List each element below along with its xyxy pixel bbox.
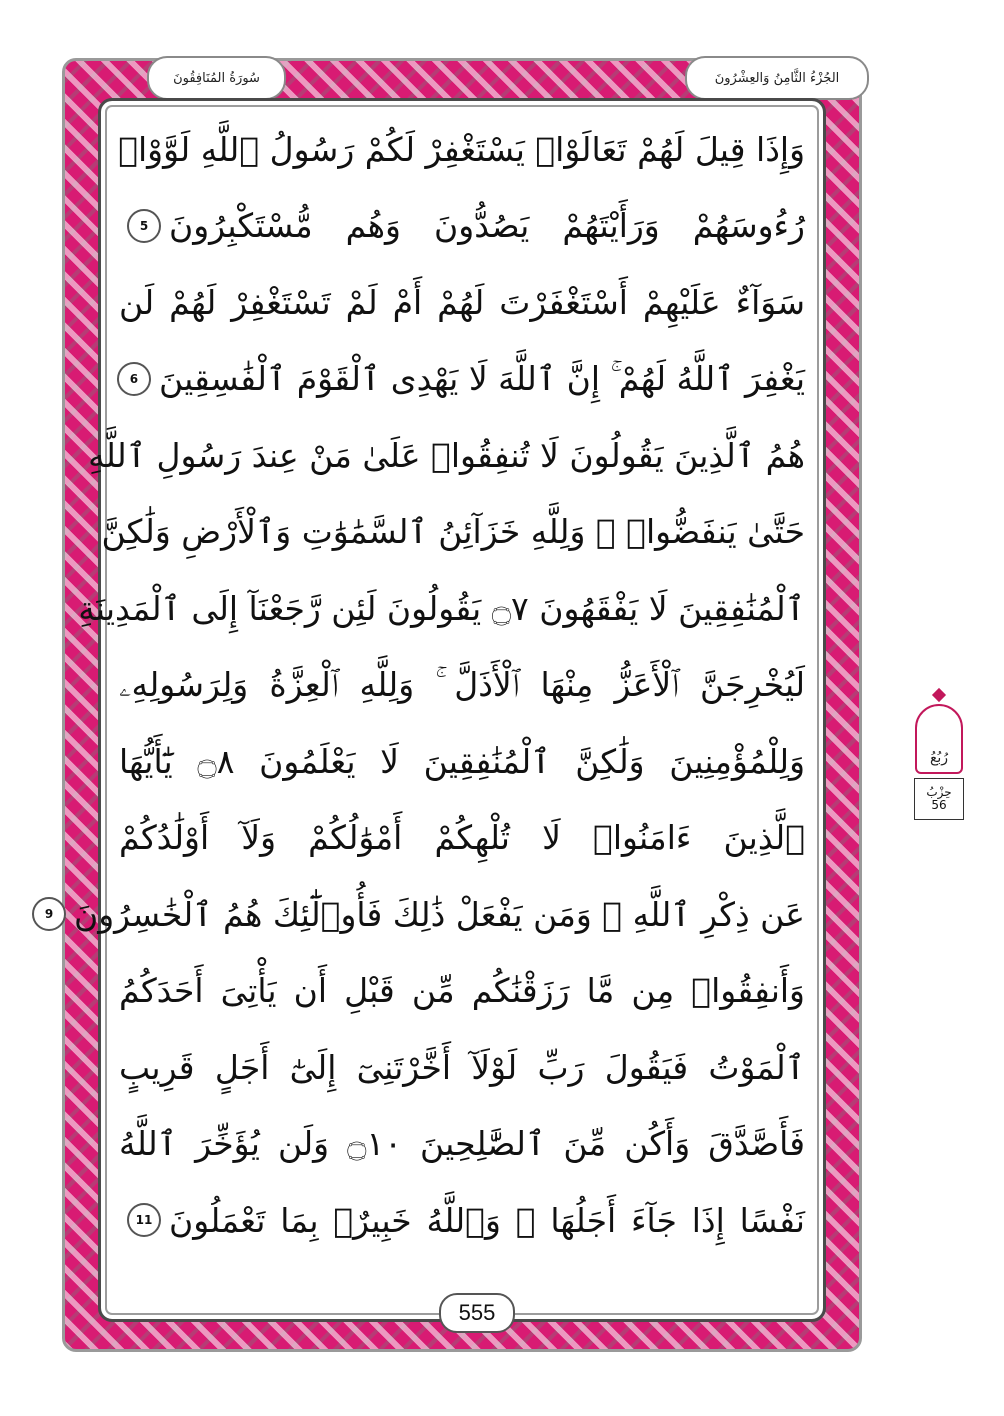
text-line: نَفْسًا إِذَا جَآءَ أَجَلُهَا ۚ وَٱللَّهُ خَبِيرٌۢ بِمَا تَعْمَلُونَ 11 — [119, 1182, 805, 1259]
hizb-margin-marker — [911, 690, 967, 820]
text-line: وَأَنفِقُوا۟ مِن مَّا رَزَقْنَٰكُم مِّن قَبْلِ أَن يَأْتِىَ أَحَدَكُمُ — [119, 971, 805, 1011]
text-line: يَغْفِرَ ٱللَّهُ لَهُمْ ۚ إِنَّ ٱللَّهَ لَا يَهْدِى ٱلْقَوْمَ ٱلْفَٰسِقِينَ 6 — [119, 341, 805, 418]
text-line: حَتَّىٰ يَنفَضُّوا۟ ۗ وَلِلَّهِ خَزَآئِنُ ٱلسَّمَٰوَٰتِ وَٱلْأَرْضِ وَلَٰكِنَّ — [101, 512, 805, 552]
page-number: 555 — [439, 1293, 515, 1333]
surah-label: سُورَةُ المُنَافِقُونَ — [147, 56, 286, 100]
hizb-label: حِزْبُ — [926, 784, 952, 799]
text-line: فَأَصَّدَّقَ وَأَكُن مِّنَ ٱلصَّٰلِحِينَ ۝١٠ وَلَن يُؤَخِّرَ ٱللَّهُ — [119, 1124, 805, 1164]
text-line: ٱلْمُنَٰفِقِينَ لَا يَفْقَهُونَ ۝٧ يَقُولُونَ لَئِن رَّجَعْنَآ إِلَى ٱلْمَدِينَةِ — [78, 588, 805, 628]
hizb-box — [914, 778, 964, 820]
text-line: رُءُوسَهُمْ وَرَأَيْتَهُمْ يَصُدُّونَ وَهُم مُّسْتَكْبِرُونَ 5 — [119, 188, 805, 265]
text-line: وَإِذَا قِيلَ لَهُمْ تَعَالَوْا۟ يَسْتَغْفِرْ لَكُمْ رَسُولُ ٱللَّهِ لَوَّوْا۟ — [118, 129, 805, 169]
text-line: ٱلَّذِينَ ءَامَنُوا۟ لَا تُلْهِكُمْ أَمْوَٰلُكُمْ وَلَآ أَوْلَٰدُكُمْ — [119, 818, 805, 858]
text-line: لَيُخْرِجَنَّ ٱلْأَعَزُّ مِنْهَا ٱلْأَذَلَّ ۚ وَلِلَّهِ ٱلْعِزَّةُ وَلِرَسُولِهِۦ — [119, 664, 805, 704]
juz-label: الجُزْءُ الثَّامِنُ وَالعِشْرُونَ — [685, 56, 869, 100]
diamond-ornament-icon — [932, 688, 946, 702]
text-panel — [44, 98, 826, 1322]
rub-label: رُبُعُ — [929, 750, 949, 766]
verse-lines — [44, 111, 806, 1259]
hizb-number: 56 — [931, 798, 947, 812]
ayah-number-marker: 11 — [127, 1203, 161, 1237]
ayah-number-marker: 6 — [117, 362, 151, 396]
rub-arch — [915, 704, 963, 774]
ayah-number-marker: 5 — [127, 209, 161, 243]
text-line: ٱلْمَوْتُ فَيَقُولَ رَبِّ لَوْلَآ أَخَّرْتَنِىٓ إِلَىٰٓ أَجَلٍ قَرِيبٍ — [119, 1047, 805, 1087]
page-frame — [44, 58, 862, 1352]
text-line: سَوَآءٌ عَلَيْهِمْ أَسْتَغْفَرْتَ لَهُمْ أَمْ لَمْ تَسْتَغْفِرْ لَهُمْ لَن — [119, 282, 805, 322]
text-line: عَن ذِكْرِ ٱللَّهِ ۚ وَمَن يَفْعَلْ ذَٰلِكَ فَأُو۟لَٰٓئِكَ هُمُ ٱلْخَٰسِرُونَ 9 — [119, 876, 805, 953]
ayah-number-marker: 9 — [32, 897, 66, 931]
text-line: هُمُ ٱلَّذِينَ يَقُولُونَ لَا تُنفِقُوا۟ عَلَىٰ مَنْ عِندَ رَسُولِ ٱللَّهِ — [88, 435, 805, 475]
text-line: وَلِلْمُؤْمِنِينَ وَلَٰكِنَّ ٱلْمُنَٰفِقِينَ لَا يَعْلَمُونَ ۝٨ يَٰٓأَيُّهَا — [119, 741, 806, 781]
